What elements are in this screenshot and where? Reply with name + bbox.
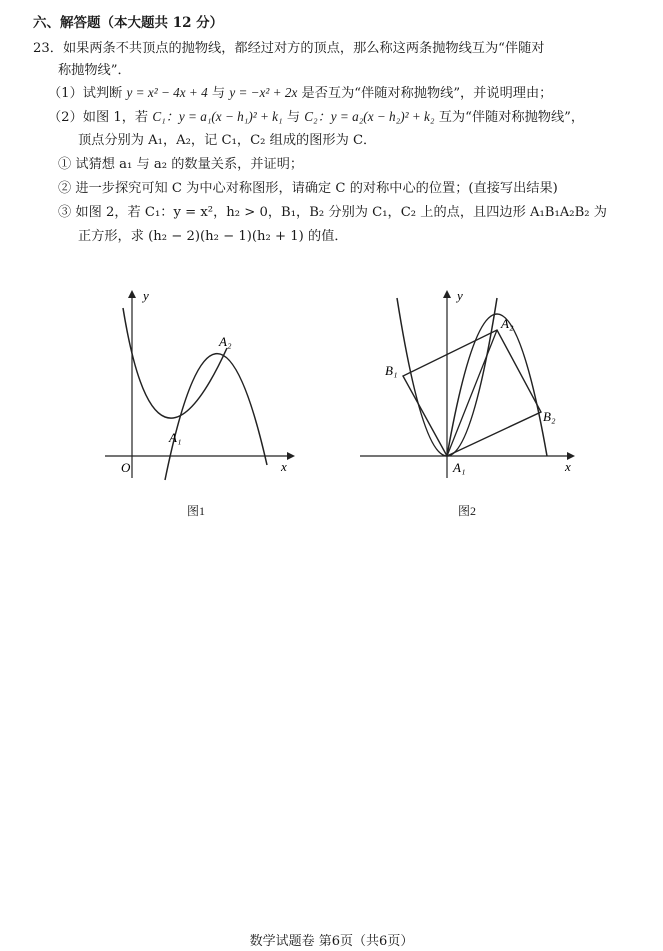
question-stem-line1 [33,40,544,58]
fig2-y-arrow [443,290,451,298]
part1-equation-2: y = −x² + 2x [229,85,298,100]
sub-question-3-line2: 正方形，求 (h₂ − 2)(h₂ − 1)(h₂ + 1) 的值． [78,229,348,244]
fig1-point-a2-label: A₂ [219,334,232,349]
question-stem-line2: 称抛物线”． [58,63,131,78]
fig1-origin-label: O [121,460,131,475]
fig1-axis-x-label: x [281,459,287,474]
part1-prefix: （1）试判断 [48,86,123,101]
fig2-curve-c2 [447,314,547,456]
sub-question-3-line1: ③ 如图 2，若 C₁：y = x²，h₂ > 0，B₁，B₂ 分别为 C₁，C₂ 上的点，且四边形 A₁B₁A₂B₂ 为 [58,205,607,220]
fig1-curve-c1 [123,308,227,418]
figure-2 [355,280,585,485]
part1-line [48,84,552,103]
part2-mid: 与 [286,110,300,125]
part2-line1 [48,108,584,127]
fig2-point-b2-label: B₂ [543,409,556,424]
fig1-point-a1-label: A₁ [169,430,182,445]
part2-suffix: 互为“伴随对称抛物线”， [438,110,585,125]
fig1-x-arrow [287,452,295,460]
fig2-point-b1-label: B₁ [385,363,398,378]
page-footer: 数学试题卷 第6页（共6页） [249,934,414,949]
fig1-curve-c2 [165,354,267,480]
part2-c2-label: C₂： [304,109,331,124]
question-stem-text: 如果两条不共顶点的抛物线，都经过对方的顶点，那么称这两条抛物线互为“伴随对 [62,41,545,56]
fig1-axis-y-label: y [143,288,149,303]
part2-line2: 顶点分别为 A₁，A₂，记 C₁，C₂ 组成的图形为 C． [78,133,377,148]
figure-1 [95,280,305,485]
fig2-point-a1-label: A₁ [453,460,466,475]
figure-2-caption: 图2 [458,504,477,518]
part2-c1-equation: y = a₁(x − h₁)² + k₁ [178,109,283,124]
part1-equation-1: y = x² − 4x + 4 [126,85,208,100]
sub-question-2: ② 进一步探究可知 C 为中心对称图形，请确定 C 的对称中心的位置；(直接写出结果) [58,181,558,196]
fig1-y-arrow [128,290,136,298]
fig2-axis-y-label: y [457,288,463,303]
sub-question-1: ① 试猜想 a₁ 与 a₂ 的数量关系，并证明； [58,157,304,172]
part2-prefix: （2）如图 1，若 [48,110,149,125]
figure-1-caption: 图1 [187,504,206,518]
part2-c1-label: C₁： [152,109,179,124]
part1-suffix: 是否互为“伴随对称抛物线”，并说明理由； [301,86,553,101]
part2-c2-equation: y = a₂(x − h₂)² + k₂ [330,109,435,124]
fig2-axis-x-label: x [565,459,571,474]
part1-mid: 与 [211,86,226,101]
fig2-point-a2-label: A₂ [501,316,514,331]
section-heading: 六、解答题（本大题共 12 分） [33,15,224,31]
question-number: 23． [33,41,63,56]
